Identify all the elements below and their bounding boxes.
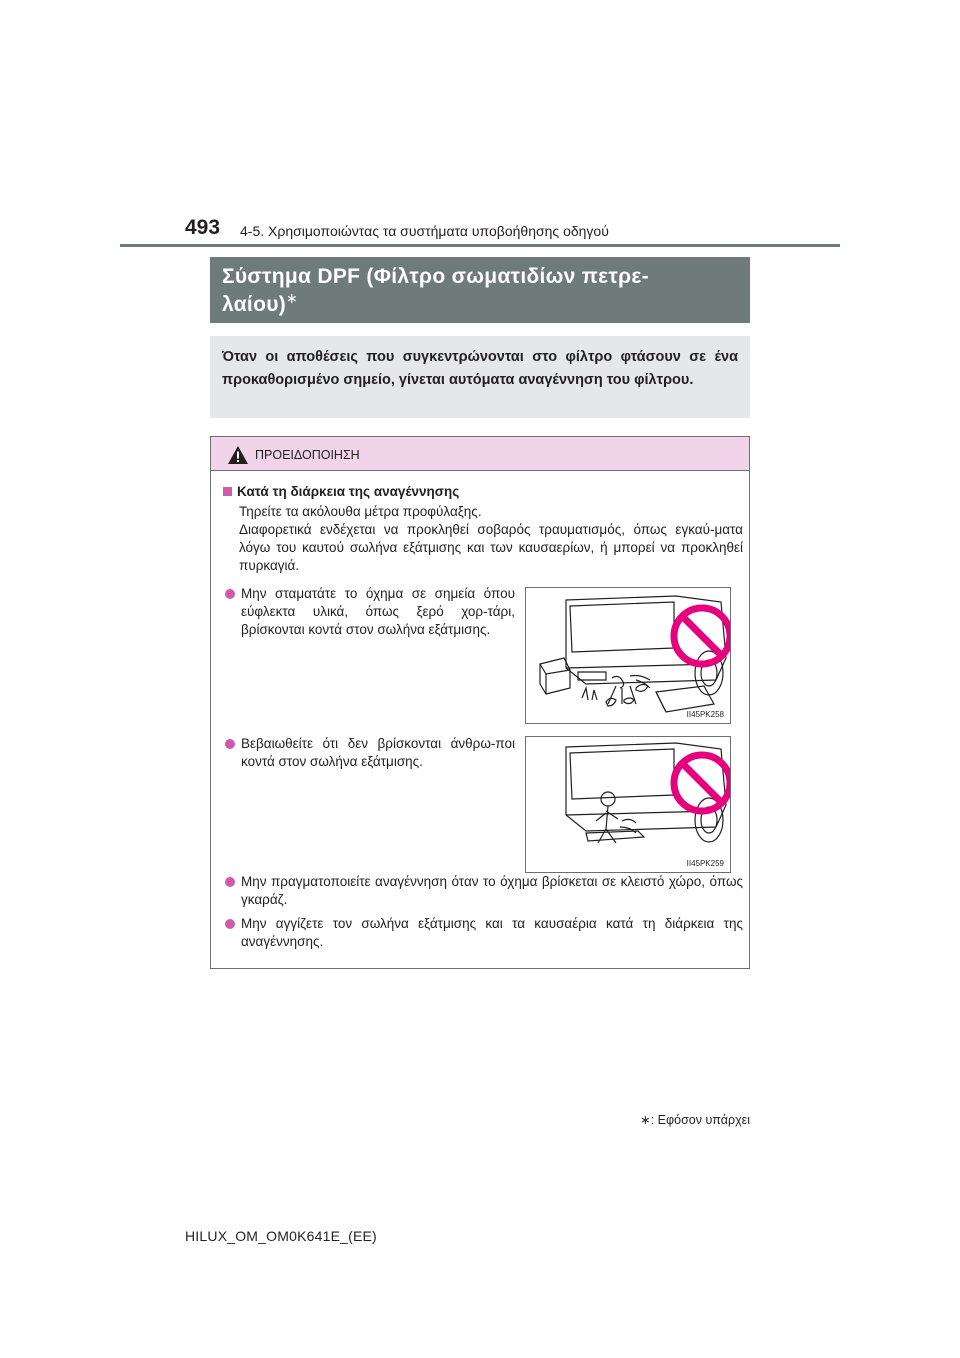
intro-box: Όταν οι αποθέσεις που συγκεντρώνονται στο φίλτρο φτάσουν σε ένα προκαθορισμένο σημείο, γίνεται αυτόματα αναγέννηση του φίλτρου. — [210, 336, 750, 418]
warning-section-title: Κατά τη διάρκεια της αναγέννησης — [237, 484, 460, 499]
section-title-line2 — [222, 291, 740, 319]
bullet-dot-icon — [225, 589, 235, 599]
warning-bullet-1 — [225, 585, 515, 639]
section-title-line2-text: λαίου) — [222, 293, 287, 316]
warning-title: ΠΡΟΕΙΔΟΠΟΙΗΣΗ — [255, 448, 360, 462]
page-number: 493 — [185, 216, 221, 239]
warning-triangle-icon — [227, 445, 249, 465]
header-rule — [120, 244, 840, 247]
asterisk-mark: ∗ — [286, 290, 299, 306]
warning-paragraph-1: Τηρείτε τα ακόλουθα μέτρα προφύλαξης. — [239, 504, 482, 519]
square-bullet-icon — [223, 487, 232, 496]
warning-bullet-4-text: Μην αγγίζετε τον σωλήνα εξάτμισης και τα καυσαέρια κατά τη διάρκεια της αναγέννησης. — [241, 916, 743, 949]
warning-bullet-4 — [225, 915, 743, 951]
warning-bullet-1-text: Μην σταματάτε το όχημα σε σημεία όπου εύφλεκτα υλικά, όπως ξερό χορ-τάρι, βρίσκονται κοντά στον σωλήνα εξάτμισης. — [241, 586, 515, 637]
truck-grass-illustration — [526, 588, 731, 724]
figure-code-1: II45PK258 — [686, 710, 724, 719]
figure-code-2: II45PK259 — [686, 859, 724, 868]
warning-bullet-3 — [225, 873, 743, 909]
section-title-line1: Σύστημα DPF (Φίλτρο σωματιδίων πετρε- — [222, 265, 649, 288]
warning-box — [210, 436, 750, 969]
footnote-mark: ∗ — [640, 1113, 651, 1127]
chapter-heading: 4-5. Χρησιμοποιώντας τα συστήματα υποβοήθησης οδηγού — [240, 223, 609, 239]
warning-section-heading — [223, 483, 459, 501]
footnote-text: : Εφόσον υπάρχει — [650, 1113, 750, 1127]
document-code-footer: HILUX_OM_OM0K641E_(EE) — [185, 1228, 377, 1244]
warning-header — [211, 437, 749, 471]
bullet-dot-icon — [225, 877, 235, 887]
truck-person-illustration — [526, 737, 731, 873]
bullet-dot-icon — [225, 919, 235, 929]
footnote — [640, 1112, 750, 1128]
warning-paragraph-2: Διαφορετικά ενδέχεται να προκληθεί σοβαρός τραυματισμός, όπως εγκαύ-ματα λόγω του καυτού σωλήνα εξάτμισης και των καυσαερίων, ή μπορεί να προκληθεί πυρκαγιά. — [239, 522, 743, 573]
warning-bullet-2-text: Βεβαιωθείτε ότι δεν βρίσκονται άνθρω-ποι κοντά στον σωλήνα εξάτμισης. — [241, 736, 515, 769]
bullet-dot-icon — [225, 739, 235, 749]
section-title-bar — [210, 257, 750, 323]
illustration-people-near-exhaust — [525, 736, 731, 873]
warning-bullet-2 — [225, 735, 515, 771]
illustration-flammable-materials — [525, 587, 731, 724]
warning-bullet-3-text: Μην πραγματοποιείτε αναγέννηση όταν το όχημα βρίσκεται σε κλειστό χώρο, όπως γκαράζ. — [241, 874, 743, 907]
